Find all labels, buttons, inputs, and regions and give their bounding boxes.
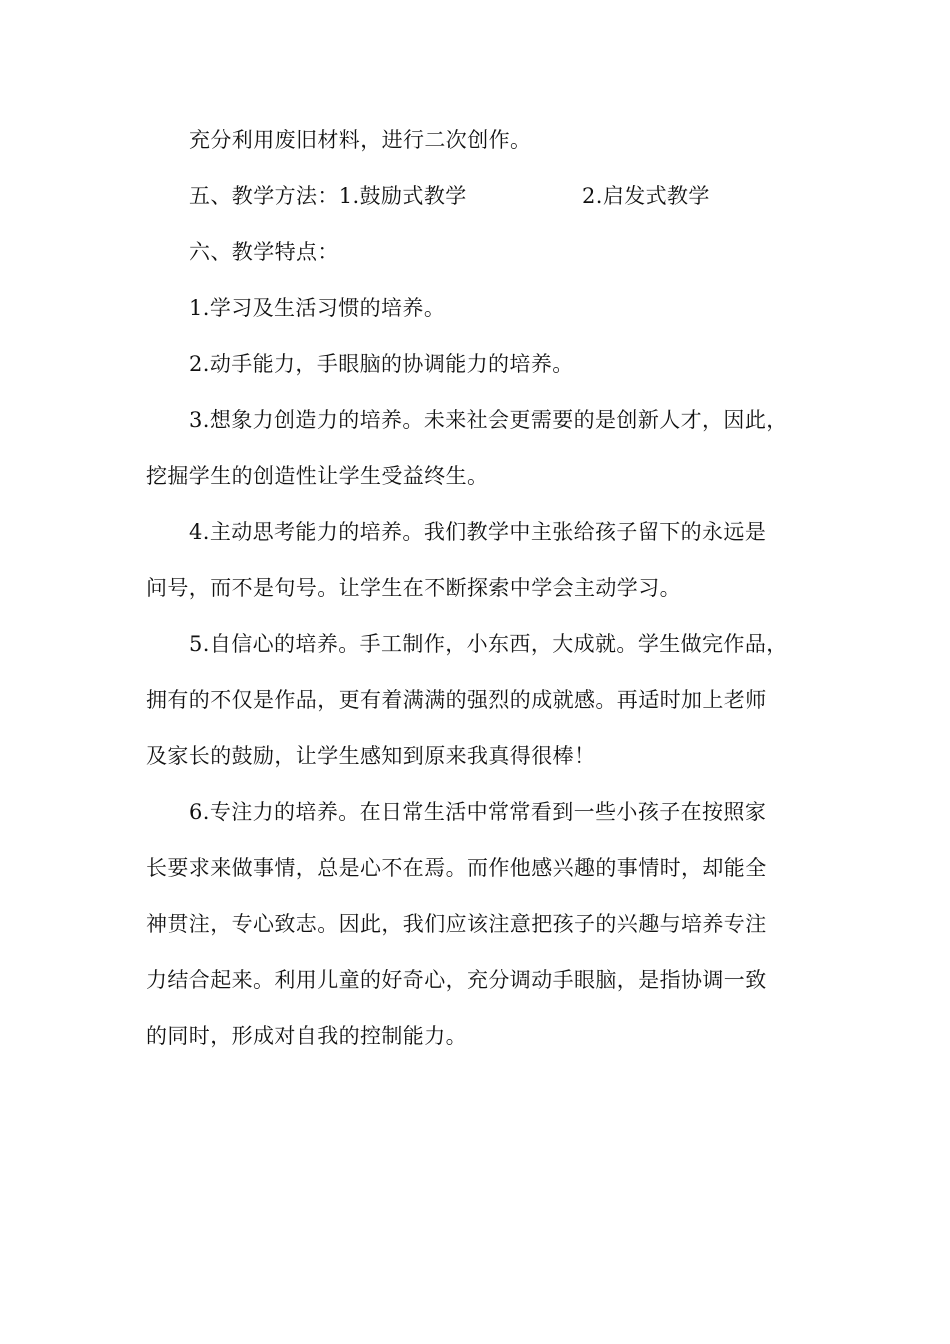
paragraph-line: 拥有的不仅是作品，更有着满满的强烈的成就感。再适时加上老师	[146, 688, 767, 712]
paragraph-line: 问号，而不是句号。让学生在不断探索中学会主动学习。	[146, 576, 681, 600]
paragraph-line: 1.学习及生活习惯的培养。	[189, 296, 446, 320]
paragraph-line: 力结合起来。利用儿童的好奇心，充分调动手眼脑，是指协调一致	[146, 968, 767, 992]
section-heading: 六、教学特点：	[189, 240, 339, 264]
teaching-method-1: 五、教学方法：1.鼓励式教学	[189, 184, 467, 208]
teaching-method-2: 2.启发式教学	[582, 184, 710, 208]
paragraph-line: 3.想象力创造力的培养。未来社会更需要的是创新人才，因此，	[189, 408, 788, 432]
paragraph-line: 充分利用废旧材料，进行二次创作。	[189, 128, 532, 152]
paragraph-line: 4.主动思考能力的培养。我们教学中主张给孩子留下的永远是	[189, 520, 767, 544]
teaching-methods-line	[146, 168, 806, 224]
paragraph-line: 6.专注力的培养。在日常生活中常常看到一些小孩子在按照家	[189, 800, 767, 824]
paragraph-line: 5.自信心的培养。手工制作，小东西，大成就。学生做完作品，	[189, 632, 788, 656]
paragraph-line: 长要求来做事情，总是心不在焉。而作他感兴趣的事情时，却能全	[146, 856, 767, 880]
paragraph-line: 的同时，形成对自我的控制能力。	[146, 1024, 467, 1048]
paragraph-line: 及家长的鼓励，让学生感知到原来我真得很棒！	[146, 744, 596, 768]
paragraph-line: 2.动手能力，手眼脑的协调能力的培养。	[189, 352, 574, 376]
paragraph-line: 神贯注，专心致志。因此，我们应该注意把孩子的兴趣与培养专注	[146, 912, 767, 936]
document-body	[146, 112, 806, 1064]
paragraph-line: 挖掘学生的创造性让学生受益终生。	[146, 464, 489, 488]
